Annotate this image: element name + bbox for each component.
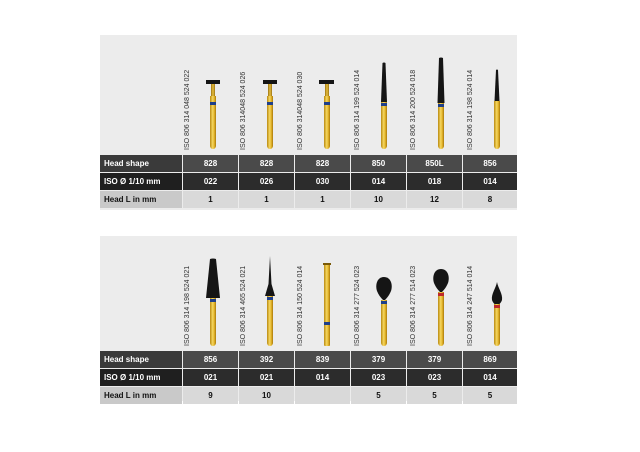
head-length-cell: 1 xyxy=(183,191,238,208)
iso-diameter-cell: 023 xyxy=(351,369,406,386)
iso-code: ISO 806 314048 524 030 xyxy=(297,71,304,150)
iso-code: ISO 806 314 198 524 021 xyxy=(184,265,191,346)
head-length-cell: 1 xyxy=(239,191,294,208)
head-length-cell: 9 xyxy=(183,387,238,404)
head-shape-cell: 856 xyxy=(183,351,238,368)
row-label-head-length: Head L in mm xyxy=(100,191,182,208)
head-length-cell: 10 xyxy=(351,191,406,208)
head-length-cell: 8 xyxy=(463,191,517,208)
head-shape-cell: 828 xyxy=(295,155,350,172)
head-length-cell: 5 xyxy=(407,387,462,404)
iso-code: ISO 806 314 048 524 022 xyxy=(184,69,191,150)
head-length-cell: 12 xyxy=(407,191,462,208)
head-shape-cell: 379 xyxy=(407,351,462,368)
iso-diameter-cell: 023 xyxy=(407,369,462,386)
head-length-cell: 10 xyxy=(239,387,294,404)
iso-diameter-cell: 030 xyxy=(295,173,350,190)
iso-code: ISO 806 314 198 524 014 xyxy=(467,69,474,150)
head-length-cell: 5 xyxy=(351,387,406,404)
head-shape-cell: 828 xyxy=(183,155,238,172)
row-label-iso-diameter: ISO Ø 1/10 mm xyxy=(100,173,182,190)
head-shape-cell: 856 xyxy=(463,155,517,172)
top-head-shape-row xyxy=(100,155,517,172)
head-shape-cell: 839 xyxy=(295,351,350,368)
iso-diameter-cell: 022 xyxy=(183,173,238,190)
top-head-length-row xyxy=(100,191,517,208)
iso-diameter-cell: 026 xyxy=(239,173,294,190)
head-shape-cell: 828 xyxy=(239,155,294,172)
iso-diameter-cell: 021 xyxy=(183,369,238,386)
head-shape-cell: 392 xyxy=(239,351,294,368)
row-label-head-shape: Head shape xyxy=(100,351,182,368)
bottom-head-shape-row xyxy=(100,351,517,368)
iso-code: ISO 806 314 277 524 023 xyxy=(354,265,361,346)
iso-diameter-cell: 014 xyxy=(351,173,406,190)
iso-code: ISO 806 314 247 514 014 xyxy=(467,265,474,346)
iso-diameter-cell: 018 xyxy=(407,173,462,190)
head-shape-cell: 869 xyxy=(463,351,517,368)
head-length-cell: 5 xyxy=(463,387,517,404)
iso-code: ISO 806 314 200 524 018 xyxy=(410,69,417,150)
iso-diameter-cell: 014 xyxy=(463,173,517,190)
bottom-head-length-row xyxy=(100,387,517,404)
bottom-iso-diameter-row xyxy=(100,369,517,386)
head-shape-cell: 379 xyxy=(351,351,406,368)
iso-code: ISO 806 314 465 524 021 xyxy=(240,265,247,346)
iso-diameter-cell: 021 xyxy=(239,369,294,386)
head-length-cell xyxy=(295,387,350,404)
head-length-cell: 1 xyxy=(295,191,350,208)
head-shape-cell: 850L xyxy=(407,155,462,172)
iso-diameter-cell: 014 xyxy=(463,369,517,386)
row-label-iso-diameter: ISO Ø 1/10 mm xyxy=(100,369,182,386)
top-iso-diameter-row xyxy=(100,173,517,190)
iso-code: ISO 806 314 150 524 014 xyxy=(297,265,304,346)
iso-code: ISO 806 314 199 524 014 xyxy=(354,69,361,150)
row-label-head-shape: Head shape xyxy=(100,155,182,172)
iso-diameter-cell: 014 xyxy=(295,369,350,386)
iso-code: ISO 806 314 277 514 023 xyxy=(410,265,417,346)
iso-code: ISO 806 314048 524 026 xyxy=(240,71,247,150)
head-shape-cell: 850 xyxy=(351,155,406,172)
row-label-head-length: Head L in mm xyxy=(100,387,182,404)
